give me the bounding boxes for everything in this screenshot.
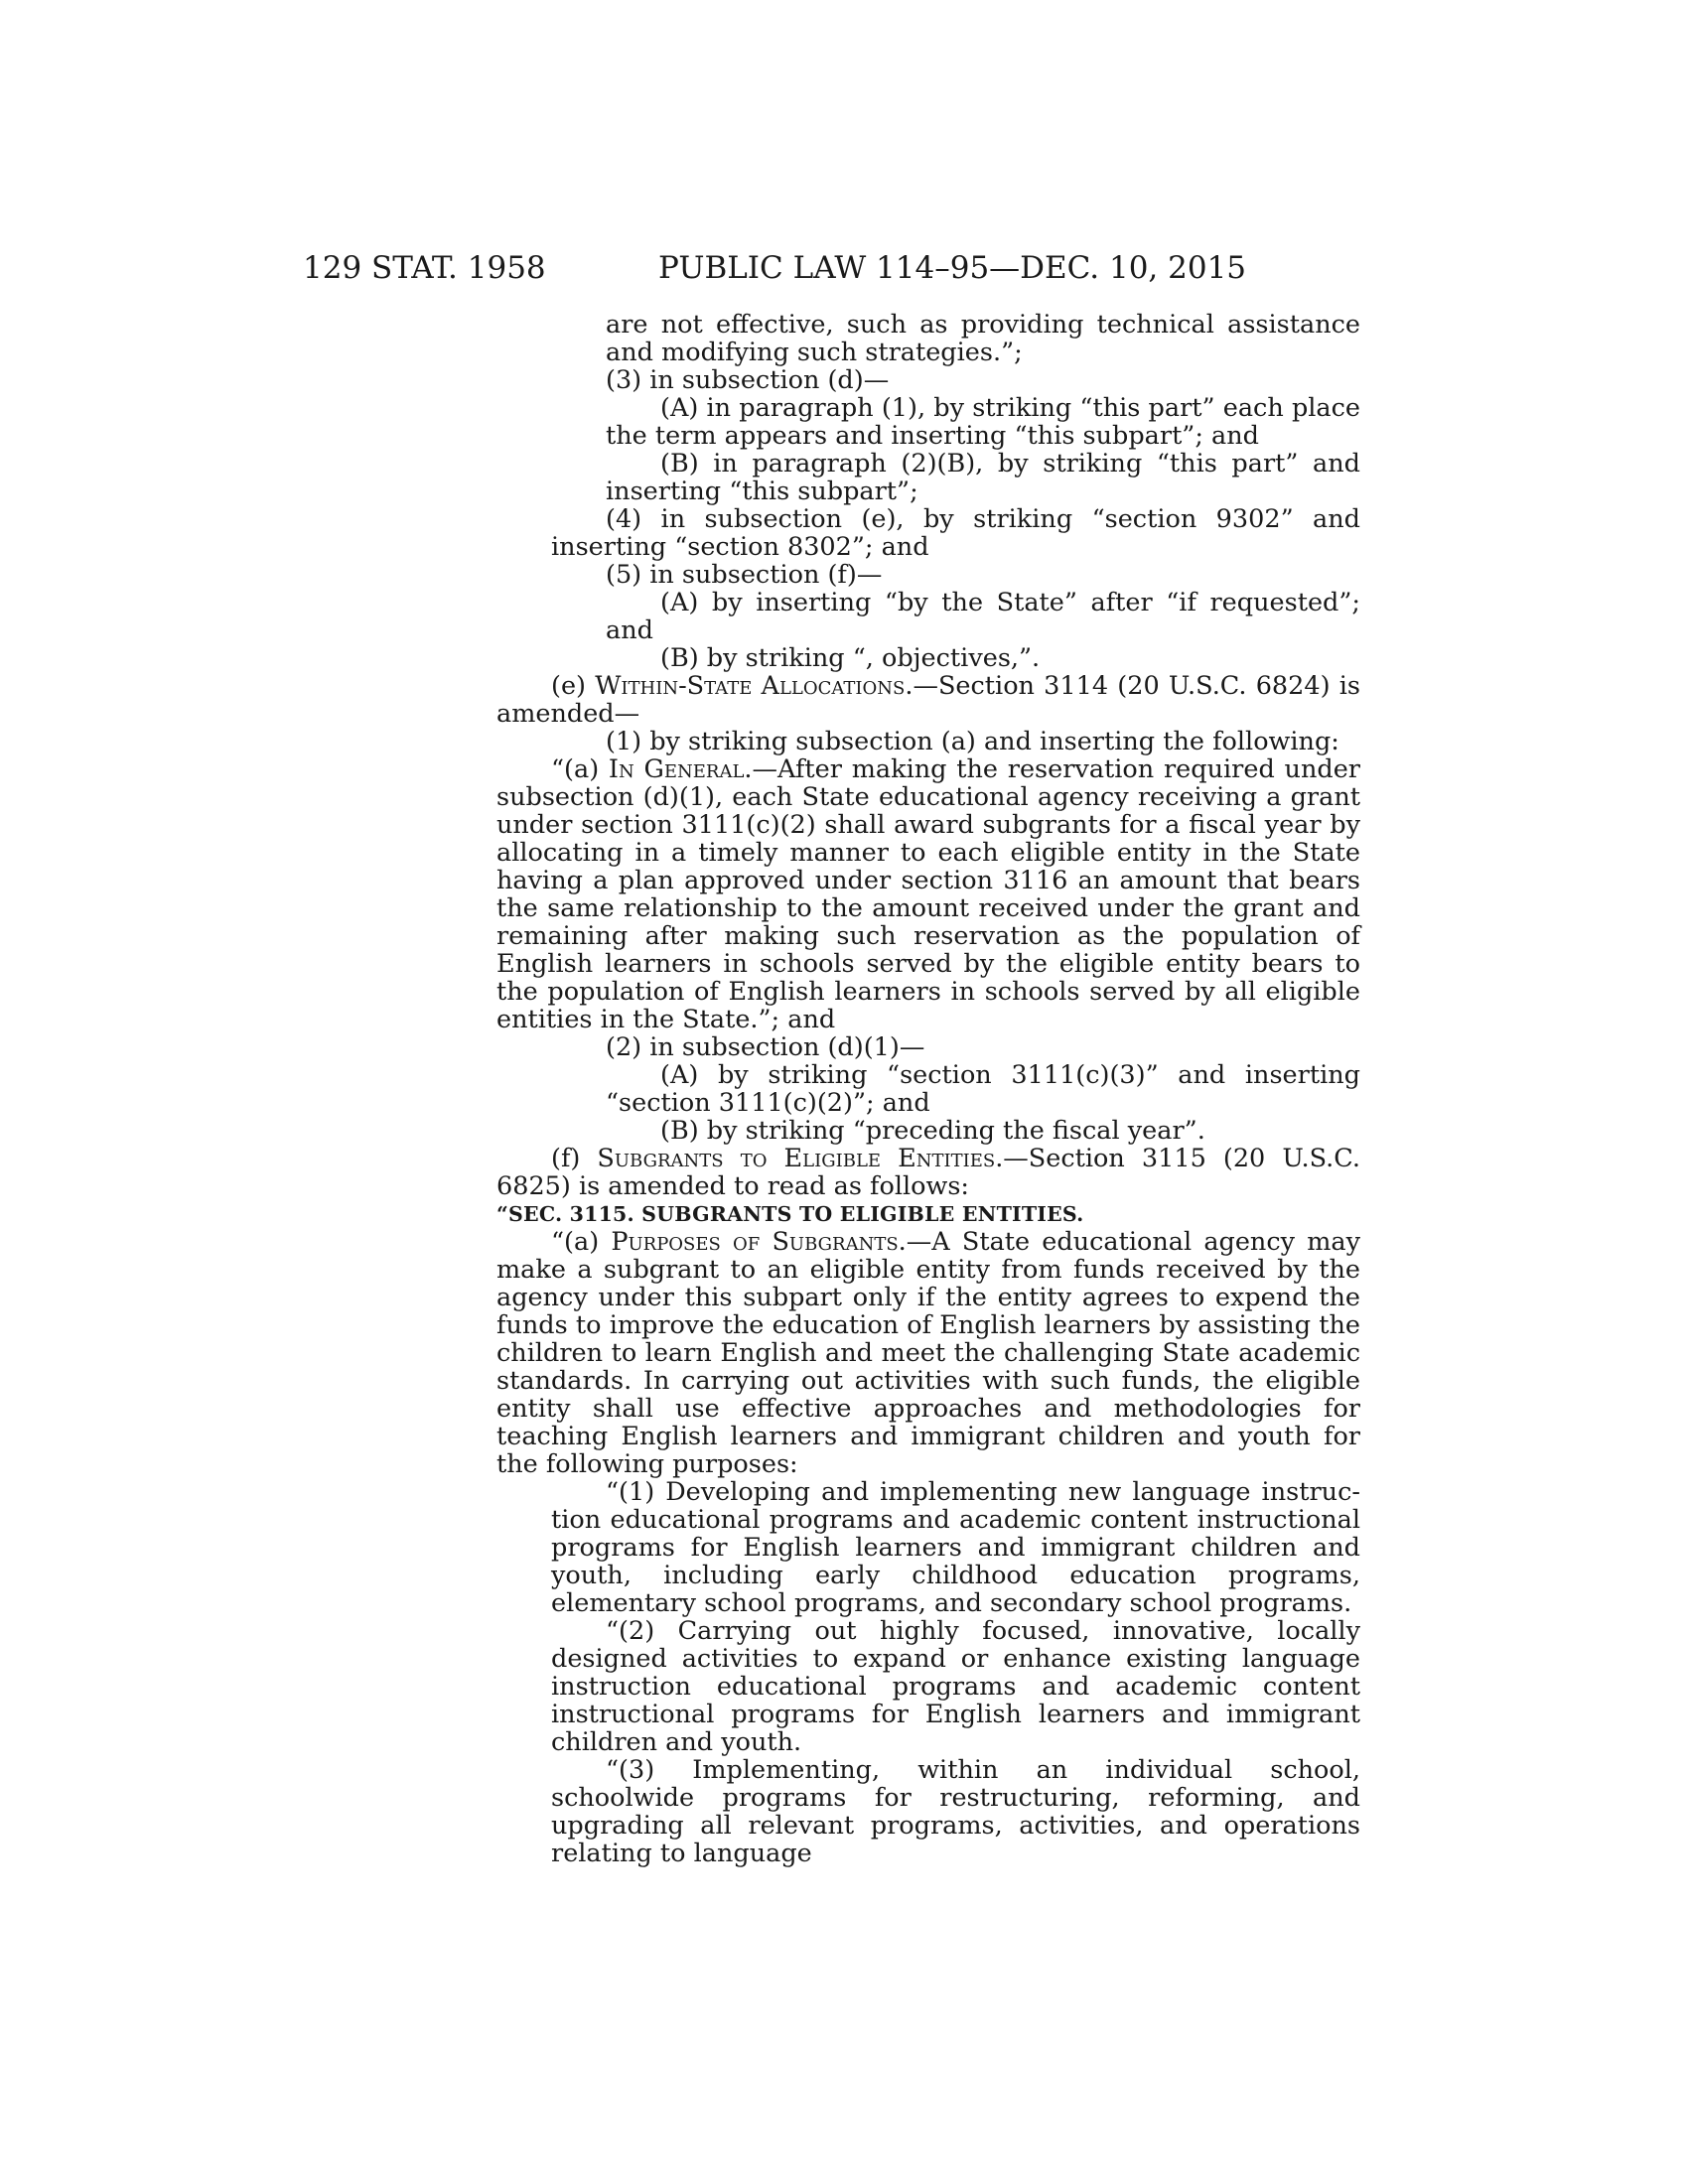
purpose-item-1: “(1) Developing and implementing new language instruction educational programs and academic content instructional programs for English learners and immigrant children and youth, including early childhood education programs, elementary school programs, and secondary school programs. — [551, 1477, 1360, 1618]
page-citation: 129 STAT. 1958 — [303, 250, 546, 286]
subsection-e-heading: Within-State Allocations — [595, 671, 906, 701]
inserted-subsection-a — [496, 755, 1360, 1033]
subsection-f-prefix: (f) — [551, 1144, 598, 1173]
inserted-subsection-a-prefix: “(a) — [551, 754, 609, 784]
purpose-item-3: “(3) Implementing, within an individual school, schoolwide programs for restructuring, reforming, and upgrading all relevant programs, activities, and operations relating to language — [551, 1755, 1360, 1868]
subsection-e-prefix: (e) — [551, 671, 596, 701]
purpose-item-2: “(2) Carrying out highly focused, innovative, locally designed activities to expand or enhance existing language instruction educational programs and academic content instructional programs for English learners and immigrant children and youth. — [551, 1616, 1360, 1757]
subsection-e-item-2: (2) in subsection (d)(1)— — [606, 1032, 925, 1062]
purposes-heading: Purposes of Subgrants — [611, 1227, 899, 1257]
amendment-item-4: (4) in subsection (e), by striking “section 9302” and inserting “section 8302”; and — [551, 504, 1360, 562]
subsection-e-item-1: (1) by striking subsection (a) and inserting the following: — [606, 727, 1339, 756]
subsection-f — [496, 1145, 1360, 1200]
subsection-f-text: .—Section 3115 (20 U.S.C. 6825) is amended to read as follows: — [496, 1144, 1360, 1201]
subsection-f-heading: Subgrants to Eligible Entities — [597, 1144, 996, 1173]
inserted-subsection-a-text: .—After making the reservation required under subsection (d)(1), each State educational agency receiving a grant under section 3111(c)(2) shall award subgrants for a fiscal year by allocating in a timely manner to each eligible entity in the State having a plan approved under section 3116 an amount that bears the same relationship to the amount received under the grant and remaining after making such reservation as the population of English learners in schools served by the eligible entity bears to the population of English learners in schools served by all eligible entities in the State.”; and — [496, 754, 1360, 1034]
subsection-e-item-2b: (B) by striking “preceding the fiscal year”. — [660, 1116, 1205, 1146]
subsection-e — [496, 672, 1360, 728]
amendment-item-3b: (B) in paragraph (2)(B), by striking “this part” and inserting “this subpart”; — [606, 449, 1360, 506]
subsection-e-item-2a: (A) by striking “section 3111(c)(3)” and inserting “section 3111(c)(2)”; and — [606, 1060, 1360, 1118]
document-body — [496, 311, 1360, 1867]
running-header-title: PUBLIC LAW 114–95—DEC. 10, 2015 — [658, 250, 1247, 286]
amendment-item-5b: (B) by striking “, objectives,”. — [660, 643, 1041, 673]
amendment-item-3: (3) in subsection (d)— — [606, 365, 890, 395]
purposes-subsection-a — [496, 1228, 1360, 1478]
amendment-item-5: (5) in subsection (f)— — [606, 560, 883, 590]
purposes-text: .—A State educational agency may make a subgrant to an eligible entity from funds received by the agency under this subpart only if the entity agrees to expend the funds to improve the education of English learners by assisting the children to learn English and meet the challenging State academic standards. In carrying out activities with such funds, the eligible entity shall use effective approaches and methodologies for teaching English learners and immigrant children and youth for the following purposes: — [496, 1227, 1360, 1479]
paragraph-continuation: are not effective, such as providing technical assistance and modifying such strategies.”; — [606, 310, 1360, 367]
subsection-e-text: .—Section 3114 (20 U.S.C. 6824) is amended— — [496, 671, 1360, 729]
section-heading: “SEC. 3115. SUBGRANTS TO ELIGIBLE ENTITIES. — [496, 1202, 1084, 1226]
amendment-item-5a: (A) by inserting “by the State” after “if requested”; and — [606, 588, 1360, 645]
purposes-prefix: “(a) — [551, 1227, 612, 1257]
inserted-subsection-a-heading: In General — [608, 754, 745, 784]
amendment-item-3a: (A) in paragraph (1), by striking “this part” each place the term appears and inserting “this subpart”; and — [606, 393, 1360, 451]
